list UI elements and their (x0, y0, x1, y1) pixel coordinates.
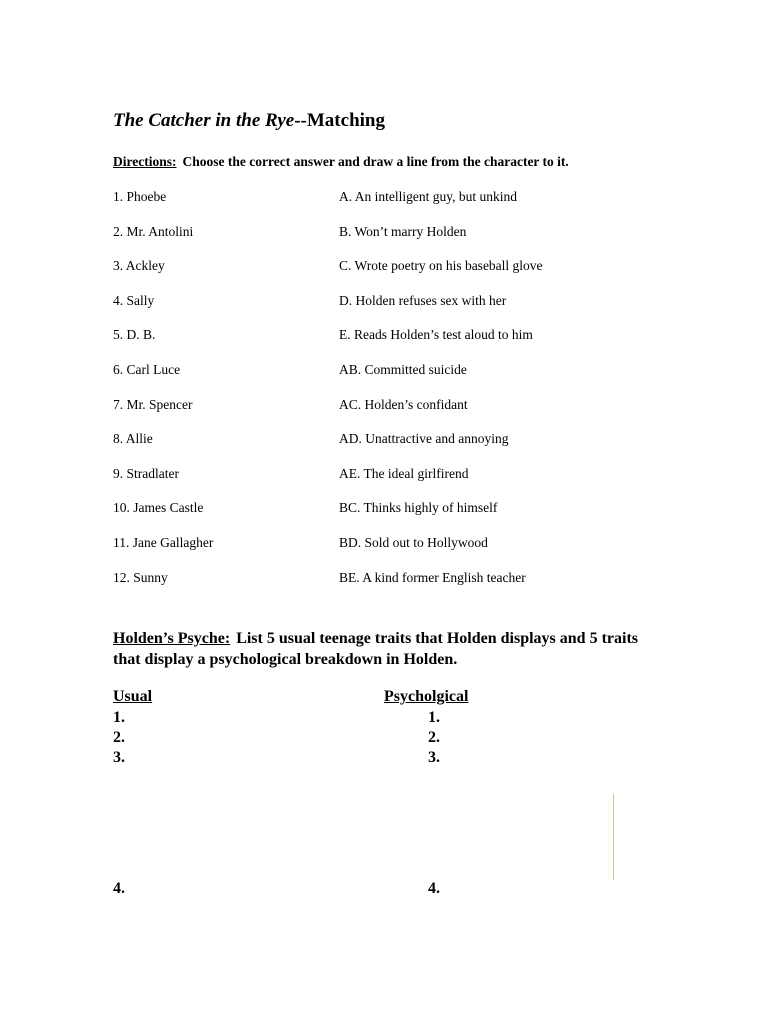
match-row (0, 258, 768, 278)
answer-item: E. Reads Holden’s test aloud to him (339, 327, 533, 342)
character-item: 12. Sunny (113, 570, 168, 585)
title-book-name: The Catcher in the Rye (113, 110, 295, 131)
match-row (0, 535, 768, 555)
character-item: 5. D. B. (113, 327, 156, 342)
match-row (0, 431, 768, 451)
character-item: 8. Allie (113, 431, 153, 446)
title-suffix: --Matching (294, 110, 385, 131)
match-row (0, 397, 768, 417)
character-item: 10. James Castle (113, 500, 204, 515)
directions-text: Choose the correct answer and draw a line from the character to it. (182, 154, 569, 169)
answer-item: AB. Committed suicide (339, 362, 467, 377)
character-item: 6. Carl Luce (113, 362, 181, 377)
match-row (0, 500, 768, 520)
psychological-heading: Psycholgical (384, 688, 469, 705)
match-row (0, 362, 768, 382)
character-item: 4. Sally (113, 293, 155, 308)
match-row (0, 293, 768, 313)
answer-item: BC. Thinks highly of himself (339, 500, 498, 515)
worksheet-title (113, 110, 385, 132)
character-item: 3. Ackley (113, 258, 165, 273)
answer-item: AE. The ideal girlfirend (339, 466, 469, 481)
psychological-item-number: 4. (428, 880, 440, 897)
match-row (0, 327, 768, 347)
answer-item: A. An intelligent guy, but unkind (339, 189, 517, 204)
psyche-text: List 5 usual teenage traits that Holden displays and 5 traits that display a psychological breakdown in Holden. (113, 630, 638, 668)
psychological-item-number: 2. (428, 729, 440, 746)
character-item: 2. Mr. Antolini (113, 224, 194, 239)
answer-item: B. Won’t marry Holden (339, 224, 467, 239)
answer-item: AD. Unattractive and annoying (339, 431, 509, 446)
directions (113, 154, 569, 170)
psychological-item-number: 3. (428, 749, 440, 766)
answer-item: C. Wrote poetry on his baseball glove (339, 258, 543, 273)
answer-item: BD. Sold out to Hollywood (339, 535, 488, 550)
usual-heading: Usual (113, 688, 153, 705)
psyche-label: Holden’s Psyche: (113, 630, 231, 647)
match-row (0, 570, 768, 590)
match-row (0, 224, 768, 244)
match-row (0, 466, 768, 486)
directions-label: Directions: (113, 154, 177, 169)
character-item: 7. Mr. Spencer (113, 397, 193, 412)
answer-item: AC. Holden’s confidant (339, 397, 468, 412)
usual-item-number: 4. (113, 880, 125, 897)
usual-item-number: 1. (113, 709, 125, 726)
psychological-item-number: 1. (428, 709, 440, 726)
answer-item: D. Holden refuses sex with her (339, 293, 507, 308)
answer-item: BE. A kind former English teacher (339, 570, 526, 585)
psyche-prompt (113, 628, 643, 670)
character-item: 9. Stradlater (113, 466, 179, 481)
usual-item-number: 2. (113, 729, 125, 746)
character-item: 1. Phoebe (113, 189, 167, 204)
usual-item-number: 3. (113, 749, 125, 766)
character-item: 11. Jane Gallagher (113, 535, 214, 550)
match-row (0, 189, 768, 209)
margin-line (613, 794, 614, 880)
